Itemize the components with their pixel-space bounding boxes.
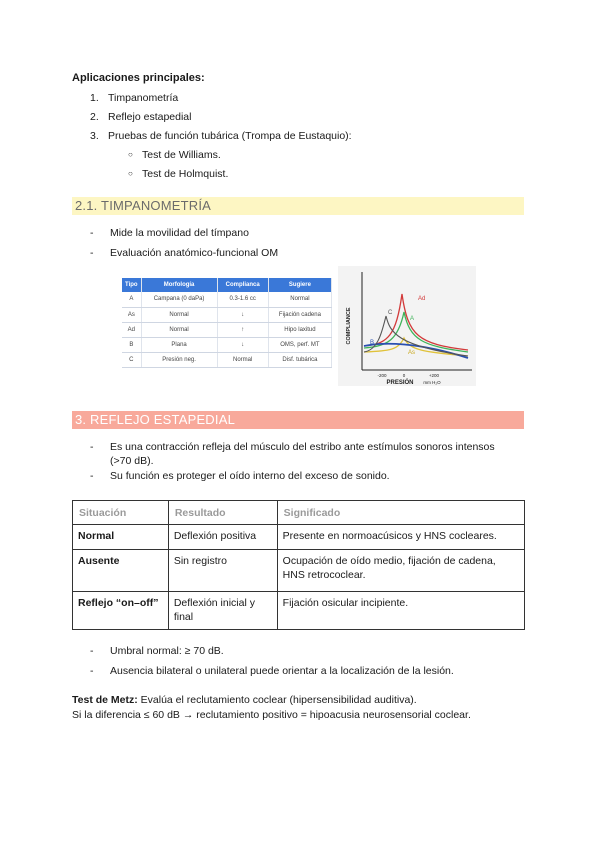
curve-label-a: A	[410, 316, 415, 322]
x-axis-unit: mm H₂O	[423, 380, 441, 385]
list-item-continuation: (>70 dB).	[110, 455, 154, 467]
table-row: Ausente Sin registro Ocupación de oído medio, fijación de cadena, HNS retrococlear.	[73, 550, 525, 592]
table-row: Normal Deflexión positiva Presente en normoacúsicos y HNS cocleares.	[73, 525, 525, 550]
list-item: - Ausencia bilateral o unilateral puede orientar a la localización de la lesión.	[90, 665, 454, 677]
metz-paragraph	[72, 694, 417, 706]
list-item: - Evaluación anatómico-funcional OM	[90, 247, 279, 259]
tick-label: 0	[402, 373, 406, 378]
table-header: Situación	[73, 501, 169, 525]
graph-background	[338, 266, 476, 386]
list-item: - Mide la movilidad del tímpano	[90, 227, 249, 239]
curve-label-c: C	[388, 310, 393, 316]
sub-list-item: ○ Test de Williams.	[128, 149, 221, 161]
curve-label-as: As	[408, 350, 416, 356]
sub-list-item: ○ Test de Holmquist.	[128, 168, 229, 180]
list-item: - Umbral normal: ≥ 70 dB.	[90, 645, 224, 657]
table-header: Sugiere	[268, 278, 331, 292]
list-item: - Su función es proteger el oído interno del exceso de sonido.	[90, 470, 390, 482]
table-row: Ad Normal ↑ Hipo laxitud	[122, 322, 332, 337]
reflejo-table	[72, 500, 525, 630]
x-axis-label: PRESIÓN	[386, 380, 414, 386]
tick-label: -200	[377, 373, 387, 378]
table-header: Significado	[277, 501, 524, 525]
table-row: Reflejo “on–off” Deflexión inicial y final Fijación osicular incipiente.	[73, 592, 525, 630]
table-row: A Campana (0 daPa) 0.3-1.6 cc Normal	[122, 292, 332, 307]
tick-label: +200	[428, 373, 440, 378]
tympanometry-table	[122, 278, 332, 368]
table-row: As Normal ↓ Fijación cadena	[122, 307, 332, 322]
table-header: Tipo	[122, 278, 141, 292]
table-row: C Presión neg. Normal Disf. tubárica	[122, 352, 332, 367]
curve-label-ad: Ad	[418, 296, 426, 302]
list-item: 3. Pruebas de función tubárica (Trompa de Eustaquio):	[90, 130, 352, 142]
y-axis-label: COMPLIANCE	[346, 307, 352, 345]
section-title-timpanometria: 2.1. TIMPANOMETRÍA	[72, 197, 524, 215]
list-item: 1. Timpanometría	[90, 92, 179, 104]
table-header: Morfología	[141, 278, 217, 292]
metz-label: Test de Metz:	[72, 694, 138, 706]
section-title-reflejo-estapedial: 3. REFLEJO ESTAPEDIAL	[72, 411, 524, 429]
table-row: B Plana ↓ OMS, perf. MT	[122, 337, 332, 352]
intro-title: Aplicaciones principales:	[72, 72, 205, 84]
metz-text: Evalúa el reclutamiento coclear (hipersensibilidad auditiva).	[137, 694, 417, 706]
metz-line2: Si la diferencia ≤ 60 dB → reclutamiento positivo = hipoacusia neurosensorial coclear.	[72, 709, 471, 721]
table-header: Resultado	[168, 501, 277, 525]
curve-label-b: B	[370, 340, 375, 346]
table-header: Complianca	[217, 278, 268, 292]
tympanogram-graph	[338, 266, 476, 386]
list-item: 2. Reflejo estapedial	[90, 111, 192, 123]
list-item: - Es una contracción refleja del músculo del estribo ante estímulos sonoros intensos	[90, 441, 495, 453]
